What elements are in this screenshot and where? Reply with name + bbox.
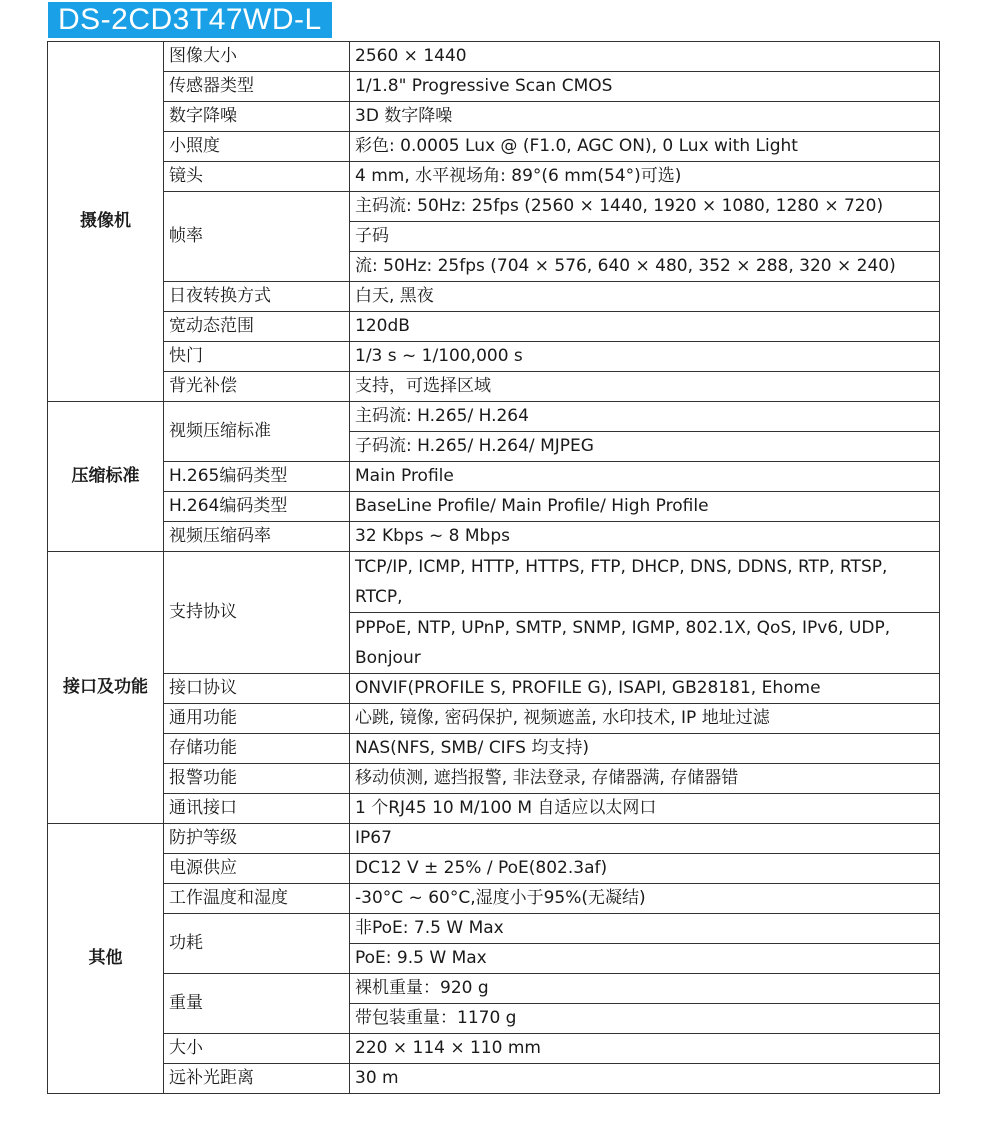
spec-value: Main Profile xyxy=(350,462,940,492)
spec-row xyxy=(48,402,940,432)
section-category: 摄像机 xyxy=(48,42,164,402)
spec-value: DC12 V ± 25% / PoE(802.3af) xyxy=(350,854,940,884)
spec-row xyxy=(48,102,940,132)
spec-label: 传感器类型 xyxy=(164,72,350,102)
spec-label: 视频压缩标准 xyxy=(164,402,350,462)
spec-label: 报警功能 xyxy=(164,764,350,794)
spec-label: 接口协议 xyxy=(164,674,350,704)
spec-label: 数字降噪 xyxy=(164,102,350,132)
spec-row xyxy=(48,794,940,824)
spec-value: PoE: 9.5 W Max xyxy=(350,944,940,974)
spec-row xyxy=(48,522,940,552)
spec-label: 帧率 xyxy=(164,192,350,282)
spec-label: 快门 xyxy=(164,342,350,372)
spec-label: 小照度 xyxy=(164,132,350,162)
spec-label: 视频压缩码率 xyxy=(164,522,350,552)
spec-table xyxy=(47,41,940,1094)
spec-row xyxy=(48,342,940,372)
spec-label: 支持协议 xyxy=(164,552,350,674)
spec-row xyxy=(48,312,940,342)
spec-value: ONVIF(PROFILE S, PROFILE G), ISAPI, GB28181, Ehome xyxy=(350,674,940,704)
spec-row xyxy=(48,704,940,734)
spec-label: 大小 xyxy=(164,1034,350,1064)
spec-value: 子码流: H.265/ H.264/ MJPEG xyxy=(350,432,940,462)
spec-label: 通讯接口 xyxy=(164,794,350,824)
spec-value: -30°C ~ 60°C,湿度小于95%(无凝结) xyxy=(350,884,940,914)
model-title: DS-2CD3T47WD-L xyxy=(48,2,332,38)
spec-value: 子码 xyxy=(350,222,940,252)
spec-value: 主码流: H.265/ H.264 xyxy=(350,402,940,432)
spec-row xyxy=(48,824,940,854)
spec-row xyxy=(48,674,940,704)
spec-row xyxy=(48,764,940,794)
spec-table-body xyxy=(48,42,940,1094)
spec-label: H.265编码类型 xyxy=(164,462,350,492)
spec-row xyxy=(48,854,940,884)
spec-row xyxy=(48,42,940,72)
spec-row xyxy=(48,162,940,192)
spec-value: 彩色: 0.0005 Lux @ (F1.0, AGC ON), 0 Lux with Light xyxy=(350,132,940,162)
section-category: 其他 xyxy=(48,824,164,1094)
spec-value: 120dB xyxy=(350,312,940,342)
spec-label: 功耗 xyxy=(164,914,350,974)
spec-value: BaseLine Profile/ Main Profile/ High Profile xyxy=(350,492,940,522)
spec-row xyxy=(48,974,940,1004)
spec-value: 220 × 114 × 110 mm xyxy=(350,1034,940,1064)
spec-value: 1 个RJ45 10 M/100 M 自适应以太网口 xyxy=(350,794,940,824)
spec-label: 背光补偿 xyxy=(164,372,350,402)
spec-row xyxy=(48,372,940,402)
spec-row xyxy=(48,1064,940,1094)
spec-label: 重量 xyxy=(164,974,350,1034)
spec-value: 32 Kbps ~ 8 Mbps xyxy=(350,522,940,552)
spec-label: 防护等级 xyxy=(164,824,350,854)
spec-row xyxy=(48,192,940,222)
spec-label: 通用功能 xyxy=(164,704,350,734)
spec-value: 非PoE: 7.5 W Max xyxy=(350,914,940,944)
spec-label: 远补光距离 xyxy=(164,1064,350,1094)
spec-value: 主码流: 50Hz: 25fps (2560 × 1440, 1920 × 1080, 1280 × 720) xyxy=(350,192,940,222)
spec-row xyxy=(48,914,940,944)
spec-row xyxy=(48,884,940,914)
spec-row xyxy=(48,552,940,613)
spec-value: 2560 × 1440 xyxy=(350,42,940,72)
section-category: 接口及功能 xyxy=(48,552,164,824)
spec-value: 心跳, 镜像, 密码保护, 视频遮盖, 水印技术, IP 地址过滤 xyxy=(350,704,940,734)
spec-value: 30 m xyxy=(350,1064,940,1094)
spec-value: IP67 xyxy=(350,824,940,854)
spec-label: H.264编码类型 xyxy=(164,492,350,522)
spec-label: 电源供应 xyxy=(164,854,350,884)
spec-value: PPPoE, NTP, UPnP, SMTP, SNMP, IGMP, 802.1X, QoS, IPv6, UDP, Bonjour xyxy=(350,613,940,674)
spec-value: 支持，可选择区域 xyxy=(350,372,940,402)
spec-row xyxy=(48,72,940,102)
spec-value: 裸机重量：920 g xyxy=(350,974,940,1004)
spec-value: 白天, 黑夜 xyxy=(350,282,940,312)
spec-label: 日夜转换方式 xyxy=(164,282,350,312)
spec-value: 3D 数字降噪 xyxy=(350,102,940,132)
section-category: 压缩标准 xyxy=(48,402,164,552)
spec-value: NAS(NFS, SMB/ CIFS 均支持) xyxy=(350,734,940,764)
spec-row xyxy=(48,132,940,162)
spec-value: 1/3 s ~ 1/100,000 s xyxy=(350,342,940,372)
spec-value: 带包装重量：1170 g xyxy=(350,1004,940,1034)
spec-row xyxy=(48,462,940,492)
spec-row xyxy=(48,734,940,764)
spec-value: 移动侦测, 遮挡报警, 非法登录, 存储器满, 存储器错 xyxy=(350,764,940,794)
spec-value: 4 mm, 水平视场角: 89°(6 mm(54°)可选) xyxy=(350,162,940,192)
spec-label: 宽动态范围 xyxy=(164,312,350,342)
spec-label: 存储功能 xyxy=(164,734,350,764)
spec-label: 工作温度和湿度 xyxy=(164,884,350,914)
spec-value: 1/1.8" Progressive Scan CMOS xyxy=(350,72,940,102)
spec-label: 图像大小 xyxy=(164,42,350,72)
spec-row xyxy=(48,492,940,522)
spec-label: 镜头 xyxy=(164,162,350,192)
spec-row xyxy=(48,1034,940,1064)
spec-value: 流: 50Hz: 25fps (704 × 576, 640 × 480, 352 × 288, 320 × 240) xyxy=(350,252,940,282)
spec-row xyxy=(48,282,940,312)
spec-value: TCP/IP, ICMP, HTTP, HTTPS, FTP, DHCP, DNS, DDNS, RTP, RTSP, RTCP, xyxy=(350,552,940,613)
